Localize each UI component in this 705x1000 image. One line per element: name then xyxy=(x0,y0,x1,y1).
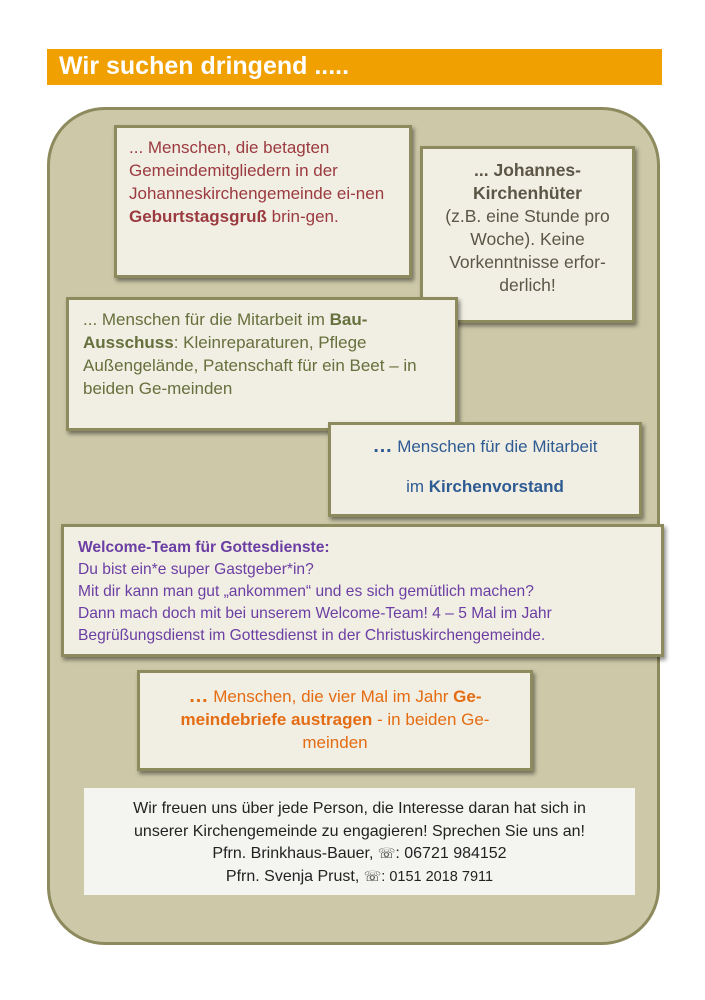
box1-bold: Geburtstagsgruß xyxy=(129,207,267,226)
phone-icon: ☏ xyxy=(363,868,382,885)
box5-line: Mit dir kann man gut „ankommen“ und es sich gemütlich machen? xyxy=(78,583,534,600)
contact-person2 xyxy=(84,866,635,889)
box-building-committee xyxy=(66,297,458,431)
box2-text: (z.B. eine Stunde pro Woche). Keine Vorkenntnisse erfor-derlich! xyxy=(445,206,610,295)
box4-line1 xyxy=(343,435,627,458)
box6-text: Menschen, die vier Mal im Jahr xyxy=(208,687,454,706)
person2-phone: : 0151 2018 7911 xyxy=(381,868,494,885)
box6-dots: … xyxy=(188,685,209,707)
box4-prefix: im xyxy=(406,477,429,496)
person1-phone: : 06721 984152 xyxy=(395,845,507,862)
contact-line2: unserer Kirchengemeinde zu engagieren! Sprechen Sie uns an! xyxy=(134,822,585,840)
box5-title: Welcome-Team für Gottesdienste: xyxy=(78,539,330,556)
box6-bold: Ge-meindebriefe austragen xyxy=(180,687,482,729)
box5-line: Dann mach doch mit bei unserem Welcome-Team! 4 – 5 Mal im Jahr xyxy=(78,605,552,622)
person2-name: Pfrn. Svenja Prust, xyxy=(225,867,364,885)
person1-name: Pfrn. Brinkhaus-Bauer, xyxy=(212,845,378,862)
box4-text: Menschen für die Mitarbeit xyxy=(392,437,598,456)
box5-line: Begrüßungsdienst im Gottesdienst in der Christuskirchengemeinde. xyxy=(78,627,546,644)
contact-person1 xyxy=(84,843,635,866)
box-birthday-greeting xyxy=(114,125,412,278)
box-church-board xyxy=(328,422,642,517)
phone-icon: ☏ xyxy=(377,846,396,862)
box2-title: ... Johannes-Kirchenhüter xyxy=(473,160,582,203)
box1-text: ... Menschen, die betagten Gemeindemitgliedern in der Johanneskirchengemeinde ei-nen xyxy=(129,138,385,203)
box4-dots: … xyxy=(372,435,393,457)
contact-line1: Wir freuen uns über jede Person, die Interesse daran hat sich in xyxy=(133,800,586,817)
box1-text-after: brin-gen. xyxy=(266,207,339,226)
box-welcome-team xyxy=(61,524,664,657)
box4-line2 xyxy=(343,475,627,498)
header-bar xyxy=(47,49,662,85)
box3-text: ... Menschen für die Mitarbeit im xyxy=(83,310,330,329)
box3-text-after: : Kleinreparaturen, Pflege Außengelände, Patenschaft für ein Beet – in beiden Ge-meinden xyxy=(83,333,417,398)
box5-line: Du bist ein*e super Gastgeber*in? xyxy=(78,561,314,578)
contact-box xyxy=(84,788,635,895)
page-title: Wir suchen dringend ..... xyxy=(59,52,350,80)
box-newsletter-delivery xyxy=(137,670,533,771)
box4-bold: Kirchenvorstand xyxy=(428,477,564,496)
box6-text-after: - in beiden Ge-meinden xyxy=(302,710,490,752)
box3-bold: Bau-Ausschuss xyxy=(83,310,368,352)
